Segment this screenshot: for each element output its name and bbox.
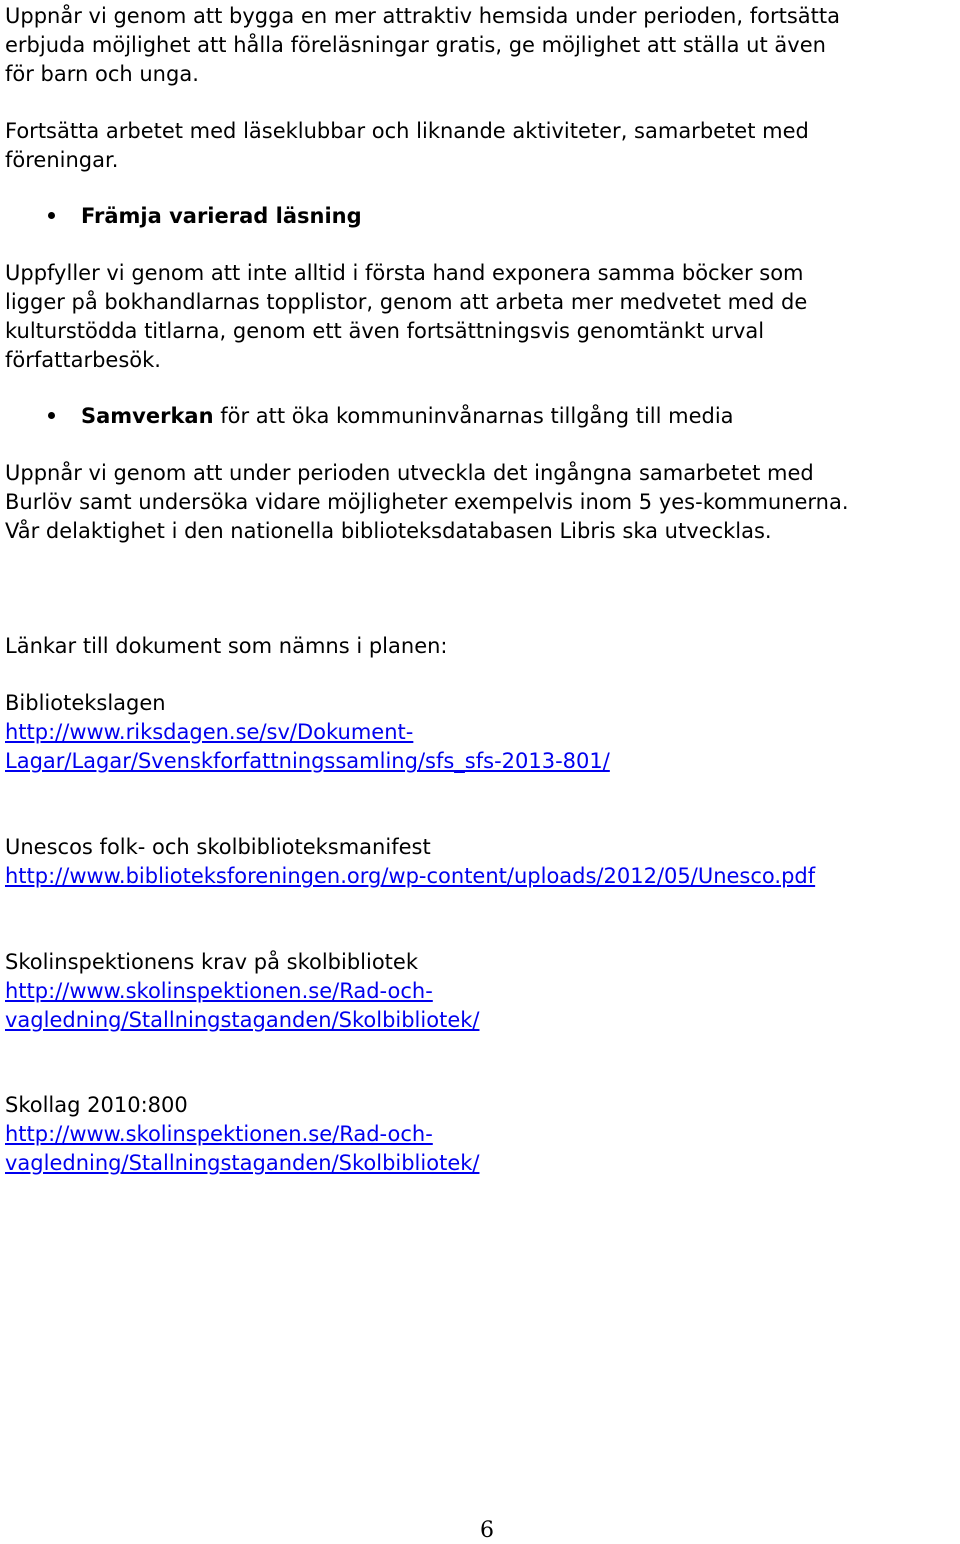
link-url[interactable]: http://www.skolinspektionen.se/Rad-och- bbox=[5, 1122, 433, 1146]
bullet-icon bbox=[48, 212, 55, 219]
links-heading: Länkar till dokument som nämns i planen: bbox=[5, 634, 448, 658]
bullet-heading bbox=[81, 402, 734, 431]
link-url[interactable]: vagledning/Stallningstaganden/Skolbibliotek/ bbox=[5, 1008, 480, 1032]
paragraph-line: ligger på bokhandlarnas topplistor, genom att arbeta mer medvetet med de bbox=[5, 290, 808, 314]
paragraph-line: författarbesök. bbox=[5, 348, 161, 372]
link-url[interactable]: http://www.biblioteksforeningen.org/wp-content/uploads/2012/05/Unesco.pdf bbox=[5, 864, 816, 888]
paragraph-line: Uppfyller vi genom att inte alltid i första hand exponera samma böcker som bbox=[5, 261, 804, 285]
paragraph-line: för barn och unga. bbox=[5, 62, 199, 86]
paragraph-line: Uppnår vi genom att bygga en mer attraktiv hemsida under perioden, fortsätta bbox=[5, 4, 840, 28]
paragraph-line: erbjuda möjlighet att hålla föreläsningar gratis, ge möjlighet att ställa ut även bbox=[5, 33, 826, 57]
paragraph-line: Vår delaktighet i den nationella biblioteksdatabasen Libris ska utvecklas. bbox=[5, 519, 772, 543]
paragraph-line: föreningar. bbox=[5, 148, 119, 172]
paragraph-line: Uppnår vi genom att under perioden utveckla det ingångna samarbetet med bbox=[5, 461, 814, 485]
paragraph-line: Burlöv samt undersöka vidare möjligheter exempelvis inom 5 yes-kommunerna. bbox=[5, 490, 849, 514]
link-title: Bibliotekslagen bbox=[5, 691, 166, 715]
bullet-heading: Främja varierad läsning bbox=[81, 204, 362, 228]
link-title: Unescos folk- och skolbiblioteksmanifest bbox=[5, 835, 431, 859]
link-url[interactable]: http://www.skolinspektionen.se/Rad-och- bbox=[5, 979, 433, 1003]
paragraph-line: kulturstödda titlarna, genom ett även fortsättningsvis genomtänkt urval bbox=[5, 319, 765, 343]
bullet-icon bbox=[48, 412, 55, 419]
link-title: Skollag 2010:800 bbox=[5, 1093, 188, 1117]
link-url[interactable]: http://www.riksdagen.se/sv/Dokument- bbox=[5, 720, 414, 744]
bullet-heading-rest: för att öka kommuninvånarnas tillgång till media bbox=[213, 404, 734, 428]
bullet-heading-bold: Samverkan bbox=[81, 404, 214, 428]
link-url[interactable]: vagledning/Stallningstaganden/Skolbibliotek/ bbox=[5, 1151, 480, 1175]
paragraph-line: Fortsätta arbetet med läseklubbar och liknande aktiviteter, samarbetet med bbox=[5, 119, 809, 143]
link-url[interactable]: Lagar/Lagar/Svenskforfattningssamling/sfs_sfs-2013-801/ bbox=[5, 749, 610, 773]
link-title: Skolinspektionens krav på skolbibliotek bbox=[5, 950, 418, 974]
page-number: 6 bbox=[480, 1518, 494, 1543]
